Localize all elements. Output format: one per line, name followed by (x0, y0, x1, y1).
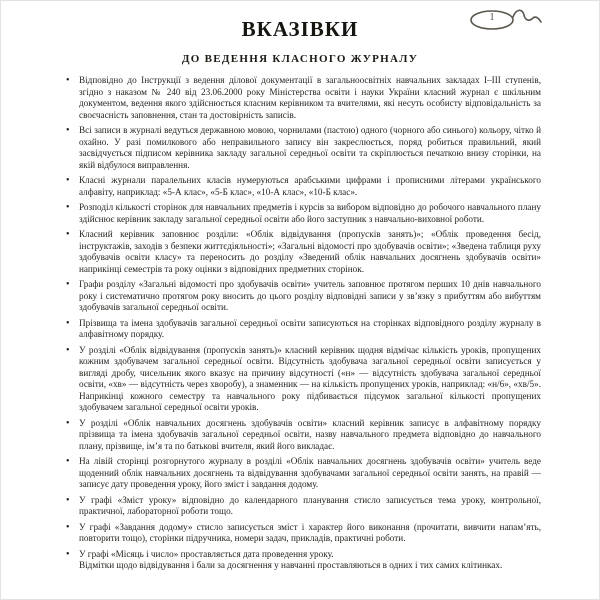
page-number: 1 (489, 12, 495, 23)
page-subtitle: ДО ВЕДЕННЯ КЛАСНОГО ЖУРНАЛУ (181, 53, 419, 65)
page-title: ВКАЗІВКИ (241, 17, 359, 41)
list-item (79, 418, 541, 453)
list-item-continuation: Відмітки щодо відвідування і бали за досягнення у навчанні проставляються в одних і тих самих клітинках. (79, 560, 503, 570)
list-item-text: • У графі «Завдання додому» стисло записується зміст і характер його виконання (прочитати, вивчити напам’ять, повторити тощо), сторінки підручника, номери задач, прикладів, практичні роботи. (79, 521, 541, 543)
list-item-text: • Прізвища та імена здобувачів загальної середньої освіти записуються на сторінках відповідного розділу журналу в алфавітному порядку. (79, 317, 541, 339)
list-item (79, 279, 541, 314)
list-item-text: • На лівій сторінці розгорнутого журналу в розділі «Облік навчальних досягнень здобувачів освіти» учитель веде щоденний облік навчальних досягнень та відвідування здобувачами загальної середньої освіти занять, на правій — записує дату проведення уроку, його зміст і завдання додому. (79, 456, 541, 489)
list-item (79, 202, 541, 225)
list-item-text: • Всі записи в журналі ведуться державною мовою, чорнилами (пастою) одного (чорного або синього) кольору, чітко й охайно. У разі помилкового або неправильного запису він закреслюється, поряд робиться правильний, який засвідчується підписом керівника закладу загальної середньої освіти та скріплюється печаткою внизу сторінки, на якій відбулося виправлення. (79, 125, 541, 170)
list-item (79, 549, 541, 572)
oval-squiggle-icon (467, 6, 557, 36)
list-item-text: • У графі «Місяць і число» проставляється дата проведення уроку. (79, 548, 334, 559)
list-item (79, 175, 541, 198)
list-item-text: • У розділі «Облік навчальних досягнень здобувачів освіти» класний керівник записує в алфавітному порядку прізвища та імена здобувачів загальної середньої освіти, назву навчального предмета відповідно до навчального плану, прізвище, ім’я та по батькові вчителя, який його викладає. (79, 417, 541, 451)
list-item-text: • У розділі «Облік відвідування (пропусків занять)» класний керівник щодня відмічає кількість уроків, пропущених кожним здобувачем загальної середньої освіти. Відсутність здобувача загальної середньої освіти записується у вигляді дробу, чисельник якого вказує на причину відсутності («н» — відсутність здобувача загальної середньої освіти, «хв» — відсутність через хворобу), а знаменник — на кількість пропущених уроків, наприклад: «н/6», «хв/5». Наприкінці кожного семестру та навчального року підбивається підсумок загальної кількості пропущених здобувачем загальної середньої освіти уроків. (79, 344, 541, 412)
list-item (79, 318, 541, 341)
list-item (79, 75, 541, 121)
list-item (79, 456, 541, 491)
list-item-text: • Класний керівник заповнює розділи: «Облік відвідування (пропусків занять)»; «Облік проведення бесід, інструктажів, заходів з безпеки життєдіяльності»; «Загальні відомості про здобувачів освіти»; «Зведена таблиця руху здобувачів освіти класу» та переносить до розділу «Зведений облік навчальних досягнень здобувачів освіти» наприкінці семестрів та року оцінки з відповідних предметних сторінок. (79, 229, 541, 274)
list-item-text: • Відповідно до Інструкції з ведення ділової документації в загальноосвітніх навчальних закладах І–ІІІ ступенів, згідно з наказом № 240 від 23.06.2000 року Міністерства освіти і науки України класний журнал є шкільним документом, ведення якого здійснюється класним керівником та вчителями, які несуть особисту відповідальність за своєчасність заповнення, стан та достовірність записів. (79, 75, 541, 120)
list-item-text: • Розподіл кількості сторінок для навчальних предметів і курсів за вибором відповідно до робочого навчального плану здійснює керівник закладу загальної середньої освіти або його заступник з навчально-виховної роботи. (79, 202, 541, 224)
list-item (79, 495, 541, 518)
list-item-text: • Класні журнали паралельних класів нумеруються арабськими цифрами і прописними літерами українського алфавіту, наприклад: «5-А клас», «5-Б клас», «10-А клас», «10-Б клас». (79, 175, 541, 197)
list-item-text: • Графи розділу «Загальні відомості про здобувачів освіти» учитель заповнює протягом перших 10 днів навчального року і систематично протягом року вносить до цього розділу відповідні записи у зв’язку з прибуттям або вибуттям здобувачів загальної середньої освіти. (79, 279, 541, 312)
list-item (79, 345, 541, 414)
instruction-list (1, 75, 599, 572)
page-number-badge (467, 6, 557, 36)
list-item (79, 229, 541, 275)
list-item-text: • У графі «Зміст уроку» відповідно до календарного планування стисло записується тема уроку, контрольної, практичної, лабораторної роботи тощо. (79, 494, 541, 516)
list-item (79, 125, 541, 171)
list-item (79, 522, 541, 545)
